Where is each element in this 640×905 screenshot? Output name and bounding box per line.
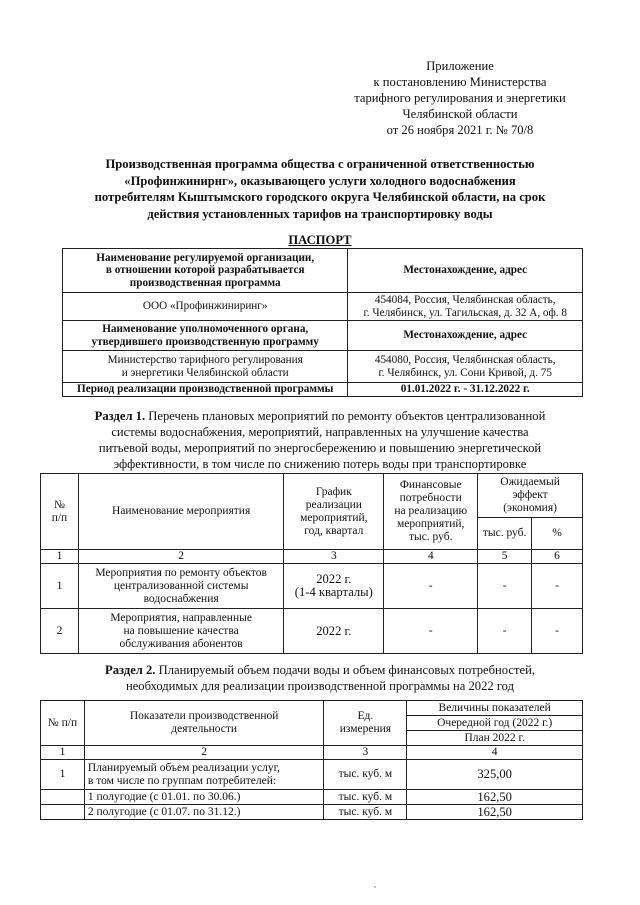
col-header-schedule [284, 474, 384, 550]
authority-name-cell [63, 351, 348, 383]
appendix-line: Приложение [426, 59, 494, 73]
scan-speck [374, 886, 376, 888]
table-row [41, 609, 583, 654]
passport-row [63, 249, 583, 293]
col-header-num [41, 474, 79, 550]
authority-header-line: утвердившего производственную программу [91, 335, 319, 348]
indicator-cell: 2 полугодие (с 01.07. по 31.12.) [84, 805, 324, 820]
event-name-cell [78, 609, 283, 654]
header-line: тыс. руб. [408, 531, 453, 543]
header-line: потребности [399, 492, 462, 504]
effect-pct-cell: - [532, 609, 583, 654]
section1-title [60, 408, 580, 472]
schedule-line: (1-4 кварталы) [294, 585, 373, 599]
event-name-cell [78, 564, 283, 609]
authority-name-line: Министерство тарифного регулирования [107, 354, 303, 366]
appendix-line: к постановлению Министерства [373, 75, 547, 89]
title-line: «Профинжинирнг», оказывающего услуги холодного водоснабжения [124, 173, 516, 188]
col-header-name: Наименование мероприятия [78, 474, 283, 550]
col-header-effect [478, 474, 583, 518]
schedule-cell [284, 609, 384, 654]
unit-cell: тыс. куб. м [324, 760, 407, 790]
effect-rub-cell: - [478, 609, 532, 654]
authority-address-line: г. Челябинск, ул. Сони Кривой, д. 75 [378, 366, 552, 379]
section1-title-line: системы водоснабжения, мероприятий, направленных на улучшение качества [111, 425, 529, 439]
org-header-cell [63, 249, 348, 293]
col-header-unit [324, 701, 407, 746]
authority-header-line: Наименование уполномоченного органа, [102, 323, 309, 335]
header-line: год, квартал [304, 524, 364, 537]
org-address-line: 454084, Россия, Челябинская область, [374, 294, 556, 306]
row-num [41, 805, 85, 820]
header-line: № [53, 498, 65, 511]
header-line: Показатели производственной [129, 710, 279, 722]
address-header-cell: Местонахождение, адрес [348, 321, 583, 351]
header-line: Ед. [357, 710, 374, 722]
title-line: Производственная программа общества с ограниченной ответственностью [105, 157, 535, 171]
header-line: Ожидаемый [500, 476, 560, 488]
table-row [41, 760, 583, 790]
section2-table [40, 700, 583, 820]
appendix-line: от 26 ноября 2021 г. № 70/8 [386, 123, 534, 137]
schedule-line: 2022 г. [316, 623, 352, 638]
header-line: (экономия) [503, 502, 557, 514]
address-header-cell: Местонахождение, адрес [348, 249, 583, 293]
table-header-row [41, 701, 583, 716]
section2-label: Раздел 2. [105, 663, 156, 677]
unit-cell: тыс. куб. м [324, 790, 407, 805]
value-cell: 162,50 [407, 790, 583, 805]
header-line: на реализацию [394, 505, 468, 517]
indicator-cell: 1 полугодие (с 01.01. по 30.06.) [84, 790, 324, 805]
effect-pct-cell: - [532, 564, 583, 609]
passport-row [63, 293, 583, 321]
header-line: измерения [339, 723, 392, 735]
appendix-line: тарифного регулирования и энергетики [354, 91, 566, 105]
document-title [60, 156, 580, 222]
header-line: мероприятий, [300, 511, 368, 524]
column-number-row [41, 746, 583, 760]
finance-cell: - [384, 609, 478, 654]
section1-title-text: Перечень плановых мероприятий по ремонту объектов централизованной [145, 409, 546, 423]
org-header-line: Наименование регулируемой организации, [96, 251, 315, 264]
passport-row [63, 351, 583, 383]
event-name-line: централизованной системы [113, 579, 249, 592]
section2-title-text: Планируемый объем подачи воды и объем финансовых потребностей, [155, 663, 535, 677]
section1-table [40, 473, 583, 654]
indicator-line: Планируемый объем реализации услуг, [87, 761, 280, 774]
section2-title [60, 662, 580, 694]
header-line: деятельности [171, 723, 238, 735]
column-number: 2 [84, 746, 324, 760]
col-header-num: № п/п [41, 701, 85, 746]
schedule-line: 2022 г. [316, 572, 352, 586]
column-number: 4 [407, 746, 583, 760]
event-name-line: Мероприятия, направленные [110, 611, 252, 624]
section2-title-line [60, 662, 580, 678]
org-header-line: в отношении которой разрабатывается [105, 264, 305, 277]
period-value-cell: 01.01.2022 г. - 31.12.2022 г. [348, 383, 583, 397]
title-line: действия установленных тарифов на транспортировку воды [147, 206, 493, 221]
table-row [41, 805, 583, 820]
col-header-plan: План 2022 г. [407, 731, 583, 746]
table-header-row [41, 474, 583, 518]
org-address-line: г. Челябинск, ул. Тагильская, д. 32 А, оф. 8 [363, 306, 567, 319]
section1-title-line: эффективности, в том числе по снижению потерь воды при транспортировке [113, 457, 527, 471]
authority-address-cell [348, 351, 583, 383]
column-number-row [41, 550, 583, 564]
indicator-line: в том числе по группам потребителей: [87, 774, 277, 787]
header-line: Финансовые [399, 479, 462, 491]
passport-row [63, 383, 583, 397]
appendix-line: Челябинской области [402, 107, 518, 121]
value-cell: 162,50 [407, 805, 583, 820]
col-header-effect-rub: тыс. руб. [478, 518, 532, 550]
header-line: реализации [305, 498, 362, 511]
title-line: потребителям Кыштымского городского округа Челябинской области, на срок [94, 190, 546, 204]
unit-cell: тыс. куб. м [324, 805, 407, 820]
finance-cell: - [384, 564, 478, 609]
col-header-effect-pct: % [532, 518, 583, 550]
row-num: 2 [41, 609, 79, 654]
section1-title-line [60, 408, 580, 424]
column-number: 5 [478, 550, 532, 564]
header-line: эффект [512, 489, 548, 501]
header-line: График [315, 485, 352, 498]
effect-rub-cell: - [478, 564, 532, 609]
org-header-line: производственная программа [129, 276, 281, 289]
column-number: 2 [78, 550, 283, 564]
col-header-indicator [84, 701, 324, 746]
authority-header-cell [63, 321, 348, 351]
authority-address-line: 454080, Россия, Челябинская область, [374, 354, 556, 366]
event-name-line: водоснабжения [143, 592, 219, 605]
period-label-cell: Период реализации производственной программы [63, 383, 348, 397]
col-header-next-year: Очередной год (2022 г.) [407, 716, 583, 731]
col-header-finance [384, 474, 478, 550]
passport-heading: ПАСПОРТ [288, 233, 352, 247]
section1-title-line: питьевой воды, мероприятий по энергосбережению и повышению энергетической [98, 441, 542, 455]
row-num [41, 790, 85, 805]
column-number: 3 [324, 746, 407, 760]
authority-name-line: и энергетики Челябинской области [121, 366, 289, 379]
column-number: 1 [41, 550, 79, 564]
appendix-block [340, 58, 580, 138]
event-name-line: обслуживания абонентов [119, 637, 243, 650]
column-number: 6 [532, 550, 583, 564]
passport-table [62, 248, 583, 397]
column-number: 1 [41, 746, 85, 760]
indicator-cell [84, 760, 324, 790]
row-num: 1 [41, 760, 85, 790]
passport-row [63, 321, 583, 351]
schedule-cell [284, 564, 384, 609]
header-line: мероприятий, [396, 518, 465, 530]
table-row [41, 564, 583, 609]
org-name-cell: ООО «Профинжиниринг» [63, 293, 348, 321]
value-cell: 325,00 [407, 760, 583, 790]
row-num: 1 [41, 564, 79, 609]
column-number: 3 [284, 550, 384, 564]
org-address-cell [348, 293, 583, 321]
col-header-values: Величины показателей [407, 701, 583, 716]
table-row [41, 790, 583, 805]
column-number: 4 [384, 550, 478, 564]
section2-title-line: необходимых для реализации производственной программы на 2022 год [125, 679, 515, 693]
header-line: п/п [51, 511, 68, 524]
event-name-line: Мероприятия по ремонту объектов [95, 566, 267, 579]
section1-label: Раздел 1. [94, 409, 146, 423]
event-name-line: на повышение качества [123, 624, 239, 637]
